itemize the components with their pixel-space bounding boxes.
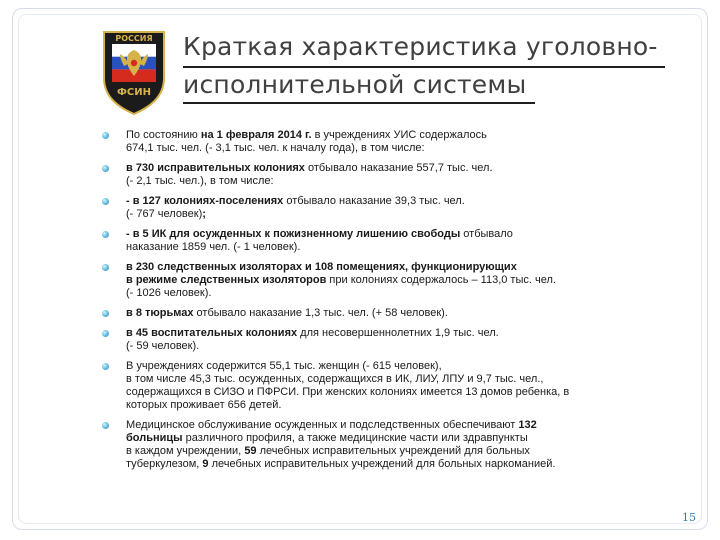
title-line-2: исполнительной системы (183, 68, 535, 104)
list-item-line (126, 287, 692, 300)
text: в учреждениях УИС содержалось (311, 129, 487, 141)
list-item-line (126, 175, 692, 188)
text: (- 767 человек) (126, 208, 203, 220)
text: для несовершеннолетних 1,9 тыс. чел. (297, 327, 499, 339)
text: в каждом учреждении, (126, 445, 245, 457)
list-item-line (126, 445, 692, 458)
bullet-icon (102, 198, 109, 205)
list-item (100, 307, 692, 320)
text: различного профиля, а также медицинские части или здравпункты (182, 432, 528, 444)
text: В учреждениях содержится 55,1 тыс. женщин (- 615 человек), (126, 360, 442, 372)
list-item-line (126, 261, 692, 274)
list-item-line (126, 360, 692, 373)
bold-text: 59 (244, 445, 257, 457)
bold-text: в режиме следственных изоляторов (126, 274, 327, 286)
list-item (100, 195, 692, 221)
list-item-line (126, 195, 692, 208)
emblem-bottom-text: ФСИН (117, 87, 151, 98)
list-item-line (126, 399, 692, 412)
text: (- 1026 человек). (126, 287, 212, 299)
list-item-line (126, 142, 692, 155)
bold-text: 9 (202, 458, 209, 470)
title-line-1: Краткая характеристика уголовно- (183, 30, 665, 68)
text: отбывало наказание 39,3 тыс. чел. (283, 195, 465, 207)
list-item (100, 261, 692, 300)
bullet-icon (102, 310, 109, 317)
page-number: 15 (682, 511, 696, 524)
bold-text: - в 5 ИК для осужденных к пожизненному лишению свободы (126, 228, 461, 240)
bold-text: на 1 февраля 2014 г. (200, 129, 312, 141)
text: 674,1 тыс. чел. (- 3,1 тыс. чел. к началу года), в том числе: (126, 142, 425, 154)
bold-text: в 45 воспитательных колониях (126, 327, 298, 339)
text: лечебных исправительных учреждений для больных (256, 445, 530, 457)
text: лечебных исправительных учреждений для больных наркоманией. (208, 458, 556, 470)
bold-text: в 230 следственных изоляторах и 108 помещениях, функционирующих (126, 261, 517, 273)
text: (- 2,1 тыс. чел.), в том числе: (126, 175, 274, 187)
text: при колониях содержалось – 113,0 тыс. чел. (326, 274, 556, 286)
bullet-list (100, 129, 692, 478)
bold-text: 132 (518, 419, 537, 431)
bold-text: в 8 тюрьмах (126, 307, 194, 319)
bold-text: - в 127 колониях-поселениях (126, 195, 284, 207)
text: (- 59 человек). (126, 340, 200, 352)
bullet-icon (102, 231, 109, 238)
text: Медицинское обслуживание осужденных и подследственных обеспечивают (126, 419, 519, 431)
list-item-line (126, 228, 692, 241)
list-item-line (126, 458, 692, 471)
text: наказание 1859 чел. (- 1 человек). (126, 241, 301, 253)
list-item-line (126, 373, 692, 386)
text: в том числе 45,3 тыс. осужденных, содержащихся в ИК, ЛИУ, ЛПУ и 9,7 тыс. чел., (126, 373, 544, 385)
bold-text: в 730 исправительных колониях (126, 162, 305, 174)
list-item (100, 360, 692, 412)
list-item-line (126, 208, 692, 221)
text: По состоянию (126, 129, 201, 141)
list-item-line (126, 327, 692, 340)
emblem-top-text: РОССИЯ (115, 34, 153, 43)
fsin-emblem-icon (98, 26, 170, 116)
list-item (100, 162, 692, 188)
text: которых проживает 656 детей. (126, 399, 282, 411)
list-item-line (126, 274, 692, 287)
text: содержащихся в СИЗО и ПФРСИ. При женских колониях имеется 13 домов ребенка, в (126, 386, 570, 398)
bullet-icon (102, 363, 109, 370)
list-item-line (126, 162, 692, 175)
bullet-icon (102, 264, 109, 271)
text: туберкулезом, (126, 458, 203, 470)
list-item (100, 327, 692, 353)
bullet-icon (102, 330, 109, 337)
list-item-line (126, 129, 692, 142)
bullet-icon (102, 165, 109, 172)
bullet-icon (102, 422, 109, 429)
list-item-line (126, 340, 692, 353)
list-item (100, 228, 692, 254)
list-item-line (126, 386, 692, 399)
list-item-line (126, 419, 692, 432)
bold-text: больницы (126, 432, 183, 444)
text: отбывало наказание 1,3 тыс. чел. (+ 58 человек). (193, 307, 448, 319)
bold-text: ; (202, 208, 206, 220)
list-item-line (126, 241, 692, 254)
text: отбывало (460, 228, 513, 240)
list-item (100, 129, 692, 155)
list-item-line (126, 307, 692, 320)
list-item (100, 419, 692, 471)
bullet-icon (102, 132, 109, 139)
text: отбывало наказание 557,7 тыс. чел. (304, 162, 493, 174)
list-item-line (126, 432, 692, 445)
slide-title (183, 30, 693, 104)
